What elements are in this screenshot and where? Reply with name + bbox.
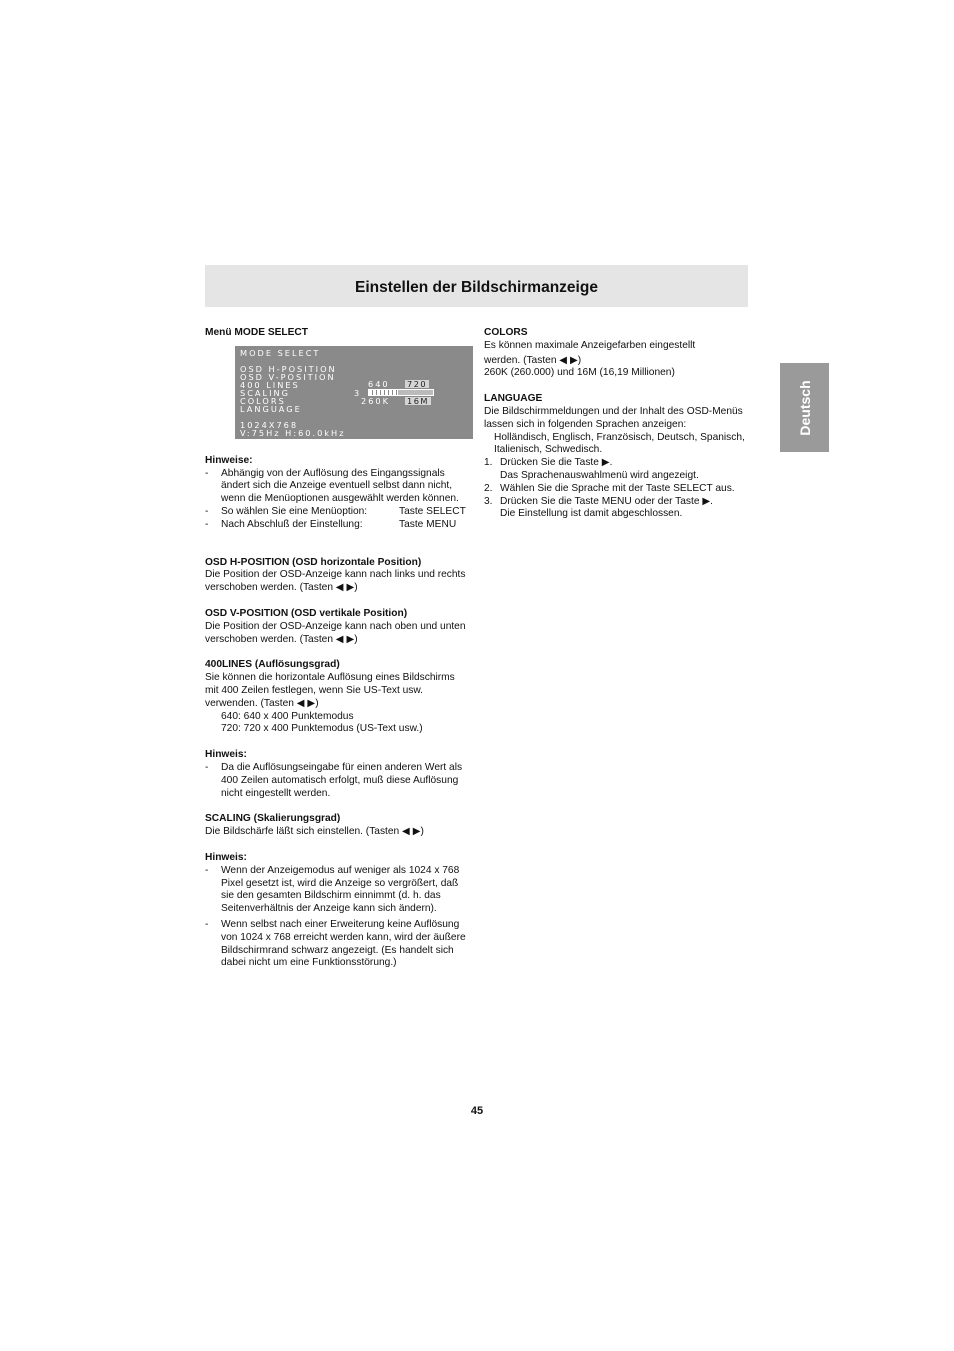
hinweise-text: Abhängig von der Auflösung des Eingangssignals ändert sich die Anzeige eventuell selbst dann nicht, wenn die Menüoptionen ausgewählt werden können.	[221, 467, 459, 505]
osd-colors-260k: 260K	[361, 395, 390, 406]
lines-option-640: 640: 640 x 400 Punktemodus	[221, 710, 354, 722]
page-number: 45	[470, 1105, 484, 1117]
step-item: 3. Drücken Sie die Taste MENU oder der Taste ▶.	[484, 495, 713, 507]
colors-text: werden. (Tasten ◀ ▶)	[484, 354, 582, 366]
step-item	[484, 508, 746, 521]
language-text: Die Bildschirmmeldungen und der Inhalt des OSD-Menüs lassen sich in folgenden Sprachen anzeigen:	[484, 405, 743, 430]
hinweis-text: Da die Auflösungseingabe für einen anderen Wert als 400 Zeilen automatisch erfolgt, muß diese Auflösung nicht eingestellt werden.	[221, 761, 463, 799]
side-tab-label: Deutsch	[796, 379, 813, 436]
step-text: Die Einstellung ist damit abgeschlossen.	[500, 508, 683, 520]
hinweis-text: Wenn der Anzeigemodus auf weniger als 1024 x 768 Pixel gesetzt ist, wird die Anzeige so vergrößert, daß sie den gesamten Bildschirm einnimmt (d. h. das Seitenverhältnis der Anzeige kann sich ändern).	[221, 864, 460, 915]
colors-text: Es können maximale Anzeigefarben eingestellt	[484, 339, 696, 351]
scaling-heading: SCALING (Skalierungsgrad)	[205, 813, 341, 825]
osd-frequency: V:75Hz H:60.0kHz	[240, 427, 346, 438]
step-text: Das Sprachenauswahlmenü wird angezeigt.	[500, 469, 699, 481]
hinweis-item: - Da die Auflösungseingabe für einen anderen Wert als 400 Zeilen automatisch erfolgt, muß diese Auflösung nicht eingestellt werden.	[205, 761, 463, 799]
lines-heading: 400LINES (Auflösungsgrad)	[205, 659, 340, 671]
osd-lines-720: 720	[407, 378, 428, 389]
hinweise-text: Nach Abschluß der Einstellung:	[221, 518, 363, 530]
hinweise-item: - Abhängig von der Auflösung des Eingangssignals ändert sich die Anzeige eventuell selbst dann nicht, wenn die Menüoptionen ausgewählt werden können.	[205, 467, 459, 505]
step-item: 1. Drücken Sie die Taste ▶.	[484, 457, 613, 469]
osd-colors-16m: 16M	[407, 395, 429, 406]
hinweis-heading: Hinweis:	[205, 851, 247, 863]
step-text: Drücken Sie die Taste ▶.	[500, 457, 613, 469]
osd-scaling-bar	[368, 389, 434, 396]
title-bar	[205, 265, 748, 307]
hinweise-item: - So wählen Sie eine Menüoption: Taste SELECT	[205, 505, 466, 517]
page-title: Einstellen der Bildschirmanzeige	[355, 279, 598, 296]
hinweise-item: - Nach Abschluß der Einstellung: Taste MENU	[205, 518, 457, 530]
hinweise-heading: Hinweise:	[205, 454, 253, 466]
hinweise-text: So wählen Sie eine Menüoption:	[221, 505, 368, 517]
hpos-heading: OSD H-POSITION (OSD horizontale Position)	[205, 556, 422, 568]
right-column	[484, 327, 746, 521]
osd-item: OSD H-POSITION	[240, 363, 337, 374]
step-item	[484, 470, 746, 483]
osd-resolution: 1024X768	[240, 419, 299, 430]
scaling-text: Die Bildschärfe läßt sich einstellen. (Tasten ◀ ▶)	[205, 826, 424, 838]
colors-heading: COLORS	[484, 327, 528, 338]
step-text: Drücken Sie die Taste MENU oder der Taste ▶.	[500, 495, 713, 507]
osd-item: LANGUAGE	[240, 403, 302, 414]
menu-heading: Menü MODE SELECT	[205, 327, 309, 338]
osd-scaling-value: 3	[354, 387, 362, 398]
osd-header: MODE SELECT	[240, 347, 321, 358]
language-list: Holländisch, Englisch, Französisch, Deutsch, Spanisch, Italienisch, Schwedisch.	[494, 431, 745, 456]
step-item: 2. Wählen Sie die Sprache mit der Taste SELECT aus.	[484, 482, 735, 494]
osd-item: OSD V-POSITION	[240, 371, 336, 382]
osd-item: SCALING	[240, 387, 290, 398]
left-column	[205, 327, 470, 970]
osd-menu-illustration	[235, 346, 473, 439]
lines-option-720: 720: 720 x 400 Punktemodus (US-Text usw.)	[221, 723, 423, 735]
language-side-tab	[780, 363, 829, 452]
hinweis-heading: Hinweis:	[205, 749, 247, 761]
hinweise-key: Taste MENU	[399, 518, 457, 530]
osd-item: 400 LINES	[240, 379, 300, 390]
colors-text: 260K (260.000) und 16M (16,19 Millionen)	[484, 367, 675, 379]
hinweis-item: - Wenn selbst nach einer Erweiterung keine Auflösung von 1024 x 768 erreicht werden kann, wird der äußere Bildschirmrand schwarz angezeigt. (Es handelt sich dabei nicht um eine Funktionsstörung.)	[205, 918, 466, 969]
language-heading: LANGUAGE	[484, 393, 543, 405]
osd-scaling-bar-fill	[369, 390, 398, 395]
hinweise-key: Taste SELECT	[399, 505, 466, 517]
osd-item: COLORS	[240, 395, 286, 406]
vpos-heading: OSD V-POSITION (OSD vertikale Position)	[205, 607, 408, 619]
hinweis-text: Wenn selbst nach einer Erweiterung keine Auflösung von 1024 x 768 erreicht werden kann, wird der äußere Bildschirmrand schwarz angezeigt. (Es handelt sich dabei nicht um eine Funktionsstörung.)	[221, 918, 466, 969]
hpos-text: Die Position der OSD-Anzeige kann nach links und rechts verschoben werden. (Tasten ◀ ▶)	[205, 569, 466, 594]
osd-lines-640: 640	[368, 378, 390, 389]
step-text: Wählen Sie die Sprache mit der Taste SELECT aus.	[500, 482, 735, 494]
lines-text: Sie können die horizontale Auflösung eines Bildschirms mit 400 Zeilen festlegen, wenn Sie US-Text usw. verwenden. (Tasten ◀ ▶)	[205, 672, 455, 709]
vpos-text: Die Position der OSD-Anzeige kann nach oben und unten verschoben werden. (Tasten ◀ ▶)	[205, 620, 466, 645]
hinweis-item: - Wenn der Anzeigemodus auf weniger als 1024 x 768 Pixel gesetzt ist, wird die Anzeige so vergrößert, daß sie den gesamten Bildschirm einnimmt (d. h. das Seitenverhältnis der Anzeige kann sich ändern).	[205, 864, 460, 915]
